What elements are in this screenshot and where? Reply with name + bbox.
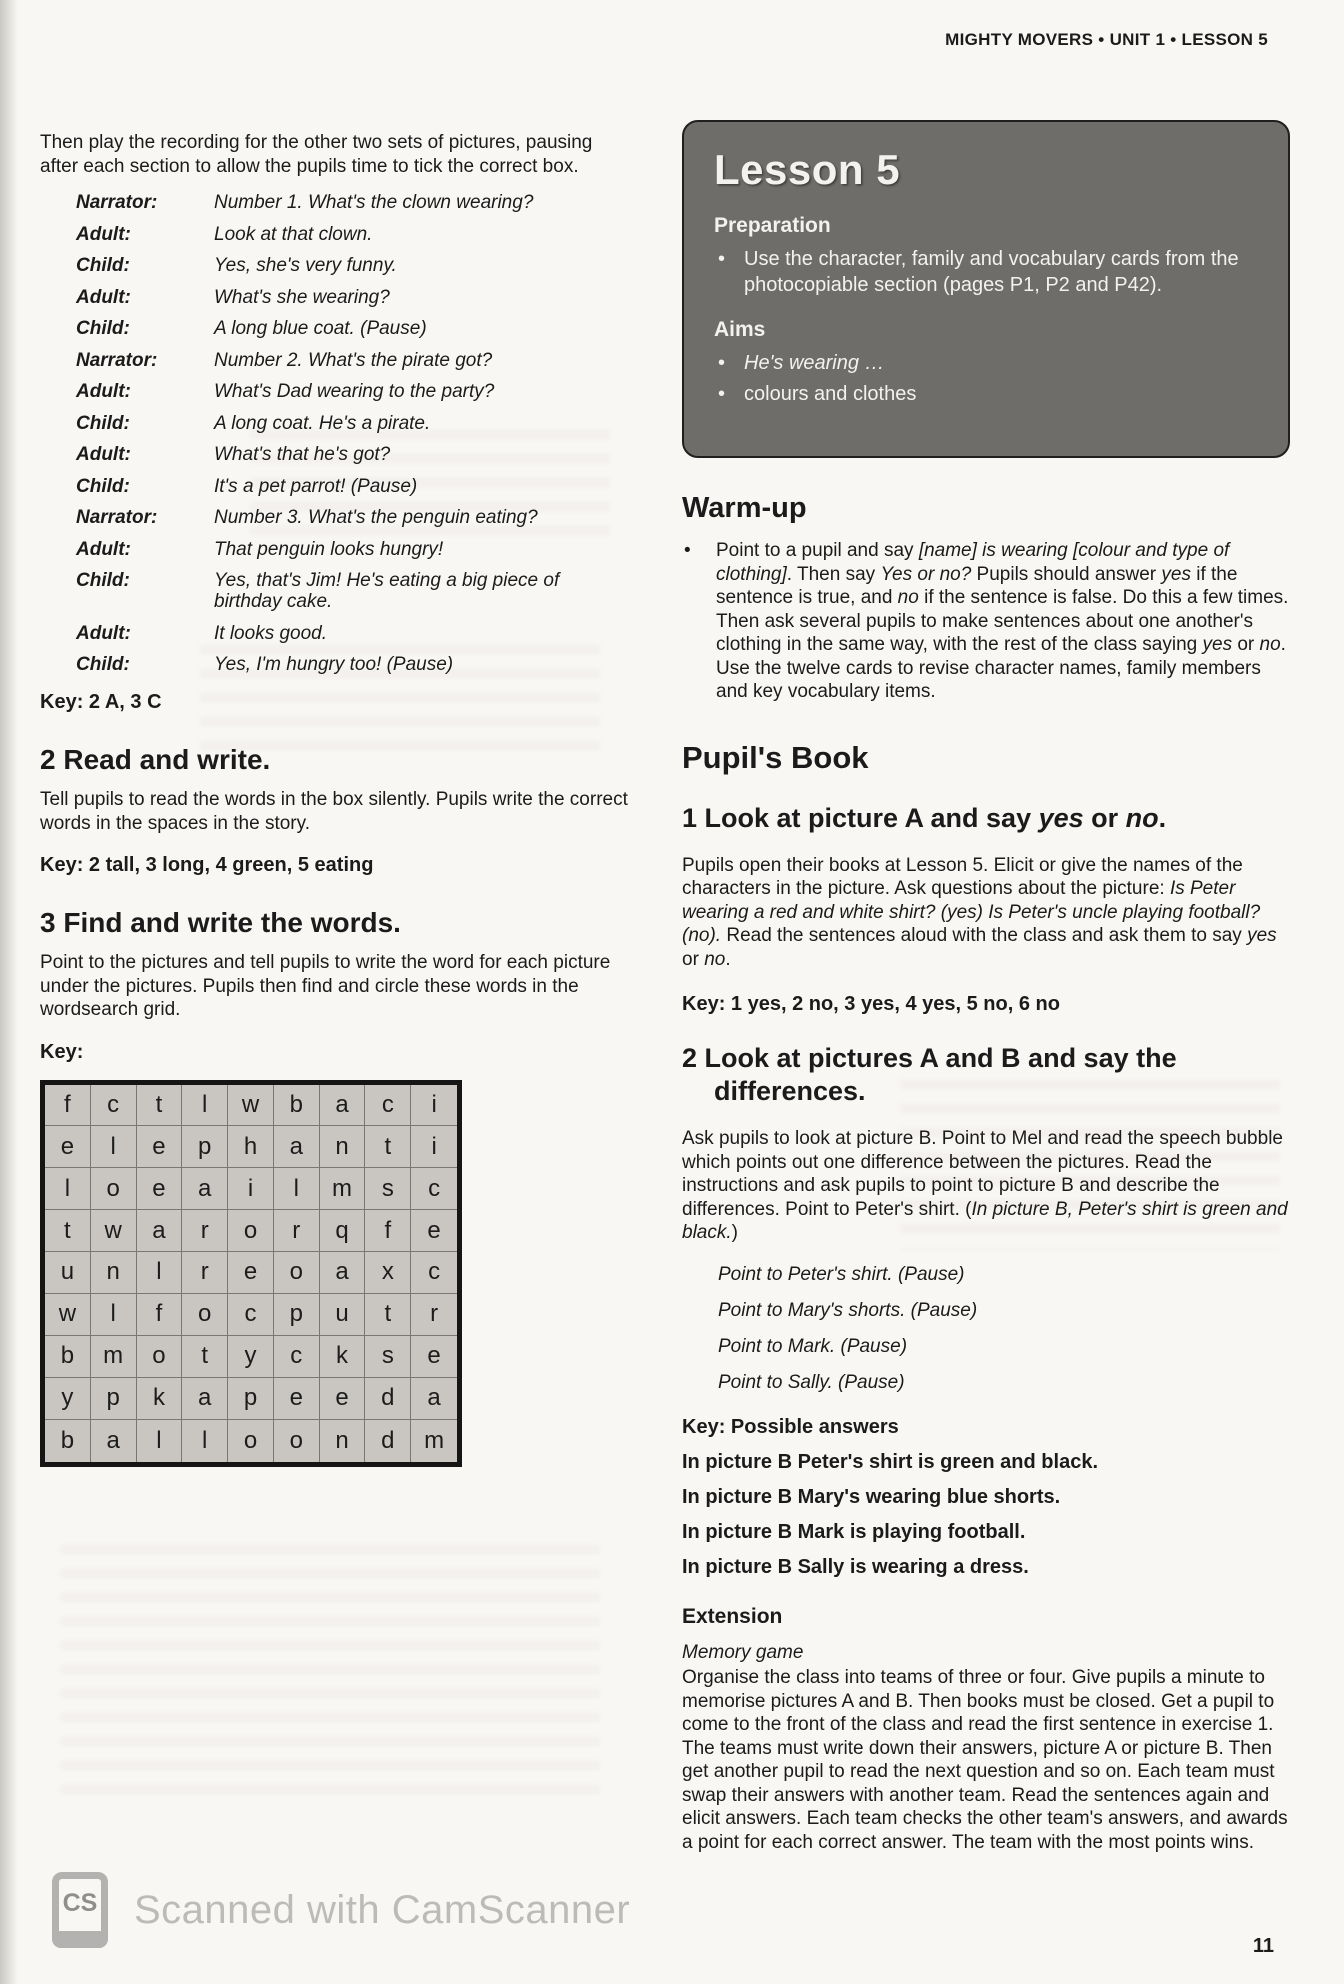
transcript-line [76,539,628,560]
wordsearch-cell: b [274,1085,320,1127]
bleed-through-artifact [60,1545,600,1805]
bullet-icon: • [718,352,726,374]
wordsearch-cell: c [411,1168,457,1210]
answer-line: In picture B Mark is playing football. [682,1520,1026,1543]
wordsearch-cell: e [137,1168,183,1210]
wordsearch-cell: k [137,1378,183,1420]
wordsearch-cell: e [274,1378,320,1420]
camscanner-text: Scanned with CamScanner [134,1887,631,1932]
utterance-text: Yes, she's very funny. [214,255,397,276]
pupils-book-heading: Pupil's Book [682,739,869,775]
wordsearch-cell: f [45,1085,91,1127]
bullet-icon: • [718,248,726,270]
wordsearch-cell: n [320,1126,366,1168]
wordsearch-cell: n [320,1420,366,1462]
exercise1-heading: 1 Look at picture A and say yes or no. [682,802,1167,833]
speaker-label: Adult: [76,286,131,308]
wordsearch-cell: e [228,1252,274,1294]
wordsearch-cell: a [182,1378,228,1420]
transcript-line [76,381,628,402]
wordsearch-cell: c [274,1336,320,1378]
wordsearch-cell: l [137,1252,183,1294]
wordsearch-cell: t [137,1085,183,1127]
wordsearch-cell: p [274,1294,320,1336]
wordsearch-cell: t [365,1294,411,1336]
wordsearch-cell: o [274,1420,320,1462]
warmup-heading: Warm-up [682,492,807,524]
transcript-line [76,476,628,497]
speaker-label: Child: [76,255,130,276]
wordsearch-cell: e [411,1210,457,1252]
wordsearch-cell: a [411,1378,457,1420]
wordsearch-cell: d [365,1378,411,1420]
possible-answers-list [682,1451,1290,1579]
left-column [40,112,628,1467]
wordsearch-cell: c [228,1294,274,1336]
running-header: MIGHTY MOVERS • UNIT 1 • LESSON 5 [945,30,1268,49]
aims-item [714,381,1258,407]
wordsearch-cell: a [137,1210,183,1252]
wordsearch-cell: u [45,1252,91,1294]
wordsearch-cell: o [228,1420,274,1462]
point-to-line: Point to Mark. (Pause) [718,1335,908,1357]
camscanner-watermark [52,1872,630,1948]
aims-item-text: colours and clothes [744,383,917,405]
wordsearch-cell: w [228,1085,274,1127]
wordsearch-cell: o [91,1168,137,1210]
aims-heading: Aims [714,318,766,341]
wordsearch-cell: p [91,1378,137,1420]
wordsearch-cell: s [365,1336,411,1378]
lesson-title: Lesson 5 [714,146,901,193]
transcript-line [76,287,628,308]
wordsearch-cell: c [91,1085,137,1127]
point-to-line: Point to Peter's shirt. (Pause) [718,1263,965,1285]
utterance-text: Yes, I'm hungry too! (Pause) [214,654,454,675]
exercise2-key: Key: 2 tall, 3 long, 4 green, 5 eating [40,854,374,876]
utterance-text: What's she wearing? [214,286,390,308]
wordsearch-cell: b [45,1336,91,1378]
wordsearch-cell: i [411,1085,457,1127]
point-to-list [682,1264,1290,1394]
possible-answers-heading: Key: Possible answers [682,1415,899,1438]
wordsearch-cell: y [45,1378,91,1420]
page-number: 11 [1252,1935,1274,1957]
wordsearch-cell: e [411,1336,457,1378]
speaker-label: Narrator: [76,192,158,213]
warmup-bullet-text: Point to a pupil and say [name] is wearing [colour and type of clothing]. Then say Yes or no? Pupils should answer yes if the sentence is true, and no if the sentence is false. Do this a few times. Then ask several pupils to make sentences about one another's clothing in the same way, with the rest of the class saying yes or no. Use the twelve cards to revise character names, family members and key vocabulary items. [716,540,1289,702]
wordsearch-cell: a [320,1085,366,1127]
wordsearch-cell: a [274,1126,320,1168]
wordsearch-cell: o [137,1336,183,1378]
speaker-label: Adult: [76,622,131,644]
extension-body: Organise the class into teams of three or four. Give pupils a minute to memorise pictures A and B. Then books must be closed. Get a pupil to come to the front of the class and read the first sentence in exercise 1. The teams must write down their answers, picture A or picture B. Then get another pupil to read the next question and so on. Each team must swap their answers with another team. Read the sentences again and elicit answers. Each team checks the other team's answers, and awards a point for each correct answer. The team with the most points wins. [682,1667,1288,1853]
utterance-text: Number 3. What's the penguin eating? [214,507,538,528]
speaker-label: Child: [76,570,130,591]
wordsearch-cell: i [411,1126,457,1168]
wordsearch-cell: l [91,1126,137,1168]
wordsearch-cell: l [274,1168,320,1210]
differences-body: Ask pupils to look at picture B. Point to Mel and read the speech bubble which points out one difference between the pictures. Read the instructions and ask pupils to point to picture B and describe the differences. Point to Peter's shirt. (In picture B, Peter's shirt is green and black.) [682,1128,1288,1243]
wordsearch-cell: i [228,1168,274,1210]
wordsearch-cell: c [411,1252,457,1294]
wordsearch-cell: t [365,1126,411,1168]
intro-paragraph: Then play the recording for the other two sets of pictures, pausing after each section to allow the pupils time to tick the correct box. [40,132,593,177]
wordsearch-cell: a [182,1168,228,1210]
speaker-label: Child: [76,412,130,434]
wordsearch-cell: o [274,1252,320,1294]
wordsearch-cell: r [182,1252,228,1294]
transcript-line [76,507,628,528]
camscanner-icon: CS [52,1872,108,1948]
preparation-item-text: Use the character, family and vocabulary cards from the photocopiable section (pages P1, P2 and P42). [744,248,1239,296]
point-to-line: Point to Mary's shorts. (Pause) [718,1299,978,1321]
extension-heading: Extension [682,1604,783,1628]
wordsearch-cell: r [274,1210,320,1252]
wordsearch-cell: k [320,1336,366,1378]
wordsearch-cell: e [137,1126,183,1168]
wordsearch-cell: o [228,1210,274,1252]
transcript-line [76,318,628,339]
speaker-label: Adult: [76,444,131,465]
wordsearch-cell: r [182,1210,228,1252]
transcript-line [76,350,628,371]
speaker-label: Child: [76,318,130,339]
utterance-text: Look at that clown. [214,223,373,245]
transcript-line [76,444,628,465]
transcript-line [76,654,628,675]
utterance-text: It's a pet parrot! (Pause) [214,475,418,497]
wordsearch-cell: h [228,1126,274,1168]
wordsearch-cell: f [137,1294,183,1336]
wordsearch-cell: x [365,1252,411,1294]
right-column [682,120,1290,1873]
lesson-summary-box [682,120,1290,458]
speaker-label: Adult: [76,223,131,245]
transcript-line [76,413,628,434]
exercise3-heading: 3 Find and write the words. [40,907,401,938]
wordsearch-cell: d [365,1420,411,1462]
wordsearch-cell: e [45,1126,91,1168]
exercise3-body: Point to the pictures and tell pupils to write the word for each picture under the pictures. Pupils then find and circle these words in the wordsearch grid. [40,952,611,1020]
answer-line: In picture B Peter's shirt is green and black. [682,1450,1098,1473]
utterance-text: A long coat. He's a pirate. [214,412,431,434]
wordsearch-cell: c [365,1085,411,1127]
speaker-label: Child: [76,654,130,675]
wordsearch-cell: t [45,1210,91,1252]
wordsearch-cell: l [182,1420,228,1462]
exercise1-key: Key: 1 yes, 2 no, 3 yes, 4 yes, 5 no, 6 no [682,993,1060,1015]
wordsearch-cell: o [182,1294,228,1336]
memory-game-label: Memory game [682,1641,804,1663]
transcript-line [76,192,628,213]
wordsearch-cell: r [411,1294,457,1336]
preparation-heading: Preparation [714,214,831,237]
differences-heading: 2 Look at pictures A and B and say the differences. [682,1043,1177,1106]
wordsearch-cell: l [91,1294,137,1336]
utterance-text: That penguin looks hungry! [214,538,444,560]
transcript-line [76,255,628,276]
utterance-text: It looks good. [214,622,328,644]
wordsearch-cell: t [182,1336,228,1378]
preparation-item [714,246,1258,298]
wordsearch-cell: p [182,1126,228,1168]
bullet-icon: • [718,383,726,405]
aims-list [714,350,1258,407]
listening-key: Key: 2 A, 3 C [40,691,162,713]
exercise1-body: Pupils open their books at Lesson 5. Elicit or give the names of the characters in the picture. Ask questions about the picture: Is Peter wearing a red and white shirt? (yes) Is Peter's uncle playing football? (no). Read the sentences aloud with the class and ask them to say yes or no. [682,854,1277,970]
answer-line: In picture B Mary's wearing blue shorts. [682,1485,1061,1508]
utterance-text: Yes, that's Jim! He's eating a big piece of birthday cake. [214,570,560,612]
utterance-text: Number 2. What's the pirate got? [214,349,493,371]
wordsearch-cell: e [320,1378,366,1420]
audio-transcript [76,192,628,675]
exercise3-key-label: Key: [40,1040,84,1063]
transcript-line [76,570,628,612]
transcript-line [76,623,628,644]
wordsearch-cell: p [228,1378,274,1420]
wordsearch-cell: m [424,1426,445,1454]
wordsearch-cell: l [182,1085,228,1127]
scan-edge-shadow [0,0,18,1984]
bullet-icon: • [684,540,691,561]
aims-item [714,350,1258,376]
speaker-label: Adult: [76,381,131,402]
exercise2-body: Tell pupils to read the words in the box silently. Pupils write the correct words in the spaces in the story. [40,789,628,834]
exercise2-heading: 2 Read and write. [40,744,271,775]
speaker-label: Adult: [76,538,131,560]
transcript-line [76,224,628,245]
utterance-text: What's that he's got? [214,444,391,465]
wordsearch-cell: u [320,1294,366,1336]
warmup-bullet [682,539,1290,704]
wordsearch-cell: l [45,1168,91,1210]
wordsearch-grid [40,1080,462,1467]
preparation-list [714,246,1258,298]
wordsearch-cell: f [365,1210,411,1252]
wordsearch-cell: s [365,1168,411,1210]
wordsearch-cell: w [45,1294,91,1336]
point-to-line: Point to Sally. (Pause) [718,1371,905,1393]
speaker-label: Narrator: [76,349,158,371]
wordsearch-cell: m [91,1336,137,1378]
aims-item-text: He's wearing … [744,352,885,374]
wordsearch-cell: w [91,1210,137,1252]
utterance-text: Number 1. What's the clown wearing? [214,192,534,213]
wordsearch-cell: a [91,1420,137,1462]
answer-line: In picture B Sally is wearing a dress. [682,1555,1029,1578]
wordsearch-cell: y [228,1336,274,1378]
wordsearch-cell: a [320,1252,366,1294]
utterance-text: A long blue coat. (Pause) [214,318,427,339]
wordsearch-cell: l [137,1420,183,1462]
speaker-label: Narrator: [76,507,158,528]
wordsearch-cell: m [320,1168,366,1210]
speaker-label: Child: [76,475,130,497]
wordsearch-cell: b [45,1420,91,1462]
wordsearch-cell: q [320,1210,366,1252]
utterance-text: What's Dad wearing to the party? [214,381,495,402]
wordsearch-cell: n [91,1252,137,1294]
